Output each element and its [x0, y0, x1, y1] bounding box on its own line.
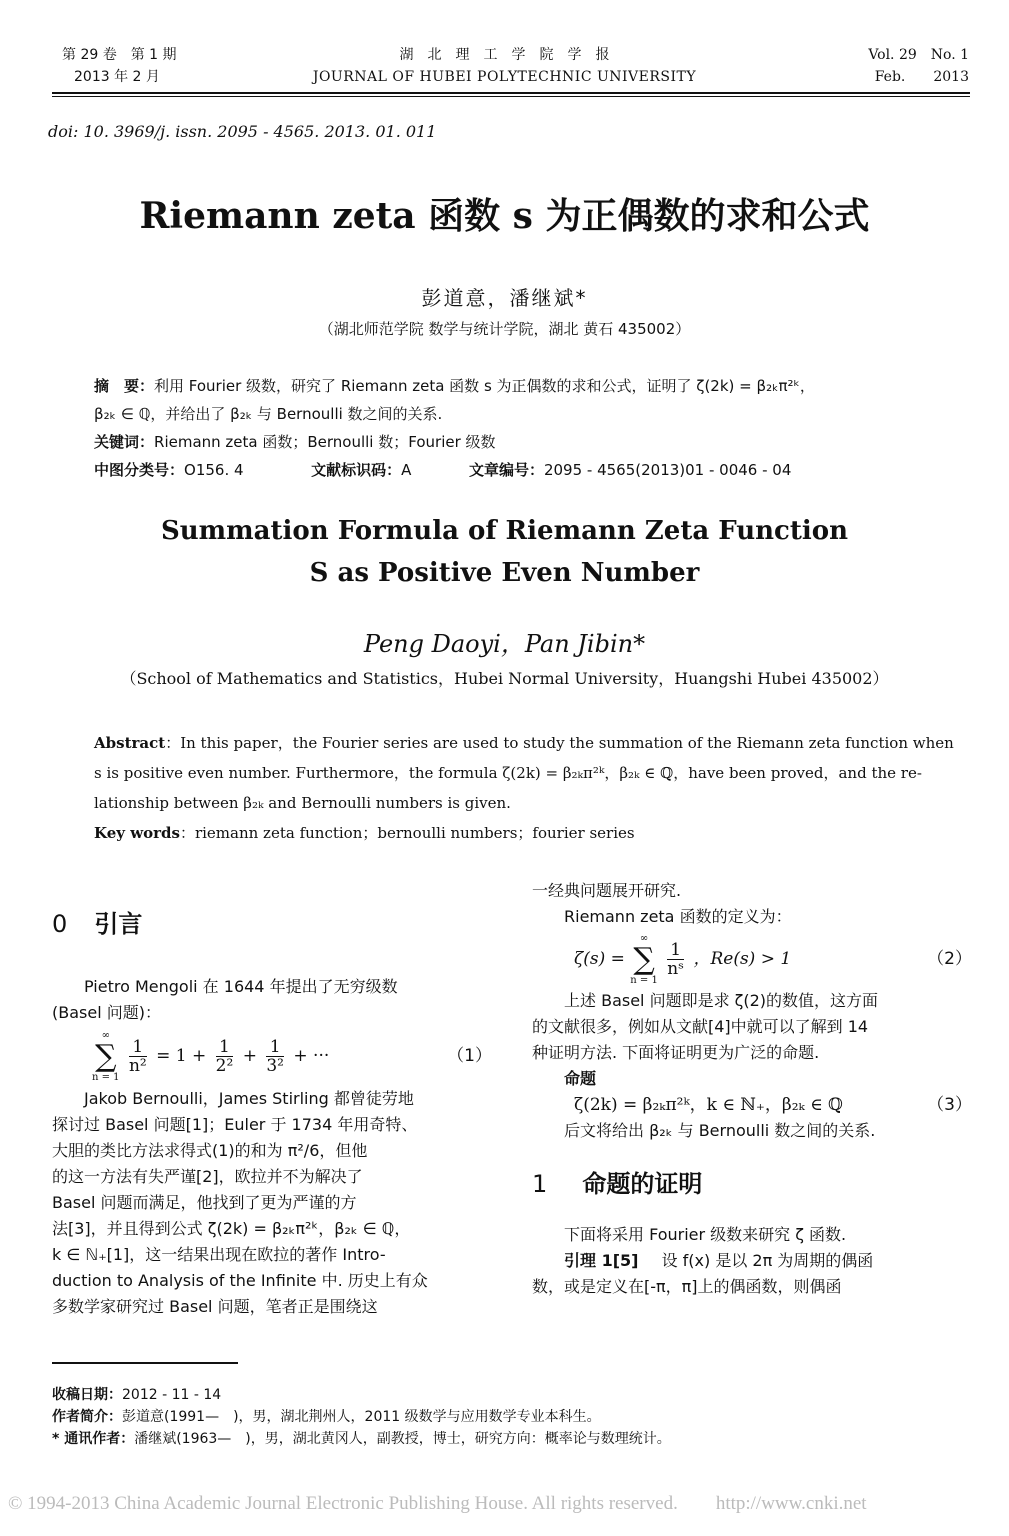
intro-para2-line1: Jakob Bernoulli，James Stirling 都曾徒劳地 [84, 1089, 414, 1108]
keywords-en-text: ：riemann zeta function；bernoulli numbers；fourier series [179, 824, 635, 842]
clc-label: 中图分类号： [94, 461, 185, 479]
header-journal-cn: 湖 北 理 工 学 院 学 报 [399, 47, 610, 63]
header-date: 2013 年 2 月 [74, 69, 160, 85]
right-para4: 下面将采用 Fourier 级数来研究 ζ 函数. [564, 1225, 847, 1244]
intro-para1-line1: Pietro Mengoli 在 1644 年提出了无穷级数 [84, 977, 398, 996]
doi: doi: 10. 3969/j. issn. 2095 - 4565. 2013. 01. 011 [48, 122, 437, 141]
left-column [52, 904, 492, 1320]
equation-2 [532, 930, 972, 988]
intro-para2-line7: k ∈ ℕ₊[1]，这一结果出现在欧拉的著作 Intro- [52, 1245, 386, 1264]
doc-code-label: 文献标识码： [311, 461, 402, 479]
right-para2-line3: 种证明方法. 下面将证明更为广泛的命题. [532, 1043, 820, 1062]
section-0-title: 引言 [94, 910, 143, 938]
equation-2-number: （2） [927, 949, 972, 969]
title-cn: Riemann zeta 函数 s 为正偶数的求和公式 [139, 195, 870, 237]
lemma-line1 [532, 1248, 972, 1274]
equation-3-number: （3） [927, 1095, 972, 1115]
article-id-value: 2095 - 4565(2013)01 - 0046 - 04 [543, 461, 792, 479]
author-bio-label: 作者简介： [52, 1409, 122, 1425]
article-id-label: 文章编号： [468, 461, 544, 479]
title-en-line2: S as Positive Even Number [309, 558, 700, 588]
equation-1-rhs: = 1 + [156, 1046, 212, 1066]
header-vol-en: Vol. 29 No. 1 [868, 47, 969, 63]
equation-1-number: （1） [447, 1046, 492, 1066]
intro-para2-line9: 多数学家研究过 Basel 问题，笔者正是围绕这 [52, 1297, 378, 1316]
lemma-text1: 设 f(x) 是以 2π 为周期的偶函 [661, 1251, 874, 1270]
intro-para2-line4: 的这一方法有失严谨[2]，欧拉并不为解决了 [52, 1167, 363, 1186]
copyright-watermark: © 1994-2013 China Academic Journal Electronic Publishing House. All rights reserved. http://www.cnki.net [8, 1493, 867, 1514]
author-bio: 彭道意(1991— )，男，湖北荆州人，2011 级数学与应用数学专业本科生。 [122, 1409, 601, 1425]
title-en-line1: Summation Formula of Riemann Zeta Function [160, 516, 849, 546]
equation-2-lhs: ζ(s) = [574, 949, 631, 969]
abstract-en-line2: s is positive even number. Furthermore，the formula ζ(2k) = β₂ₖπ²ᵏ，β₂ₖ ∈ ℚ，have been proved，and the re- [94, 764, 922, 782]
affiliation-cn: （湖北师范学院 数学与统计学院，湖北 黄石 435002） [318, 320, 691, 338]
header-journal-en: JOURNAL OF HUBEI POLYTECHNIC UNIVERSITY [312, 69, 697, 85]
abstract-cn-text1: 利用 Fourier 级数，研究了 Riemann zeta 函数 s 为正偶数的求和公式，证明了 ζ(2k) = β₂ₖπ²ᵏ， [154, 377, 815, 395]
header-volume: 第 29 卷 第 1 期 [62, 47, 177, 63]
fraction-1-over-ns: $\frac{1}{\text{nˢ}}$ [667, 940, 684, 979]
right-para1: Riemann zeta 函数的定义为： [564, 907, 792, 926]
abstract-en-line1: ：In this paper，the Fourier series are used to study the summation of the Riemann zeta function when [165, 734, 954, 752]
intro-para2-line8: duction to Analysis of the Infinite 中. 历史上有众 [52, 1271, 428, 1290]
section-0-number: 0 [52, 910, 68, 938]
abstract-en-label: Abstract [94, 734, 166, 752]
received-label: 收稿日期： [52, 1387, 122, 1403]
intro-para1-line2: (Basel 问题)： [52, 1003, 161, 1022]
keywords-cn-label: 关键词： [94, 433, 155, 451]
section-0-heading [52, 904, 492, 952]
keywords-en-label: Key words [94, 824, 180, 842]
lemma-line2: 数，或是定义在[-π，π]上的偶函数，则偶函 [532, 1277, 842, 1296]
received-date: 2012 - 11 - 14 [122, 1387, 222, 1403]
right-column [532, 878, 972, 1300]
corresponding-author-label: * 通讯作者： [52, 1431, 135, 1447]
footnotes [52, 1384, 671, 1450]
intro-para2-line2: 探讨过 Basel 问题[1]；Euler 于 1734 年用奇特、 [52, 1115, 418, 1134]
abstract-cn [94, 372, 944, 484]
corresponding-author: 潘继斌(1963— )，男，湖北黄冈人，副教授，博士，研究方向：概率论与数理统计。 [134, 1431, 671, 1447]
authors-en: Peng Daoyi，Pan Jibin* [363, 630, 646, 658]
header-date-en: Feb. 2013 [874, 69, 969, 85]
abstract-en [94, 728, 954, 848]
fraction-1-over-3sq: $\frac{1}{\text{3²}}$ [266, 1037, 284, 1076]
fraction-1-over-n2: $\frac{1}{\text{n²}}$ [128, 1037, 147, 1076]
section-1-heading [532, 1160, 972, 1208]
right-para2-line2: 的文献很多，例如从文献[4]中就可以了解到 14 [532, 1017, 869, 1036]
proposition-label: 命题 [564, 1069, 597, 1088]
lemma-label: 引理 1[5] [564, 1251, 639, 1270]
authors-cn: 彭道意，潘继斌* [421, 286, 588, 310]
clc-value: O156. 4 [184, 461, 244, 479]
equation-3 [532, 1092, 972, 1118]
header-rule-thin [52, 96, 970, 97]
equation-1-tail: + ··· [293, 1046, 330, 1066]
affiliation-en: （School of Mathematics and Statistics，Hubei Normal University，Huangshi Hubei 435002） [120, 669, 889, 688]
sum-symbol: ∞ ∑ n = 1 [92, 1029, 120, 1083]
section-1-number: 1 [532, 1170, 548, 1198]
intro-para2-line6: 法[3]，并且得到公式 ζ(2k) = β₂ₖπ²ᵏ，β₂ₖ ∈ ℚ， [52, 1219, 411, 1238]
right-para0: 一经典问题展开研究. [532, 881, 682, 900]
abstract-cn-label: 摘 要： [94, 377, 155, 395]
sum-symbol-2: ∞ ∑ n = 1 [630, 932, 658, 986]
section-1-title: 命题的证明 [582, 1170, 703, 1198]
intro-para2-line3: 大胆的类比方法求得式(1)的和为 π²/6，但他 [52, 1141, 368, 1160]
equation-3-text: ζ(2k) = β₂ₖπ²ᵏ，k ∈ ℕ₊，β₂ₖ ∈ ℚ [574, 1095, 843, 1115]
keywords-cn-text: Riemann zeta 函数；Bernoulli 数；Fourier 级数 [154, 433, 496, 451]
right-para2-line1: 上述 Basel 问题即是求 ζ(2)的数值，这方面 [564, 991, 879, 1010]
intro-para2-line5: Basel 问题而满足，他找到了更为严谨的方 [52, 1193, 357, 1212]
abstract-en-line3: lationship between β₂ₖ and Bernoulli numbers is given. [94, 794, 511, 812]
doc-code-value: A [401, 461, 412, 479]
right-para3: 后文将给出 β₂ₖ 与 Bernoulli 数之间的关系. [564, 1121, 876, 1140]
header-rule-thick [52, 92, 970, 94]
footnote-rule [52, 1362, 238, 1364]
abstract-cn-text2: β₂ₖ ∈ ℚ，并给出了 β₂ₖ 与 Bernoulli 数之间的关系. [94, 405, 443, 423]
fraction-1-over-2sq: $\frac{1}{\text{2²}}$ [215, 1037, 234, 1076]
equation-2-rhs: ，Re(s) > 1 [693, 949, 792, 969]
equation-1: ∞ ∑ n = 1 $\frac{1}{\text{n²}}$ = 1 + $\frac{1}{\text{2²}}$ + $\frac{1}{\text{3²}}$ + ··· （1） [52, 1026, 492, 1086]
